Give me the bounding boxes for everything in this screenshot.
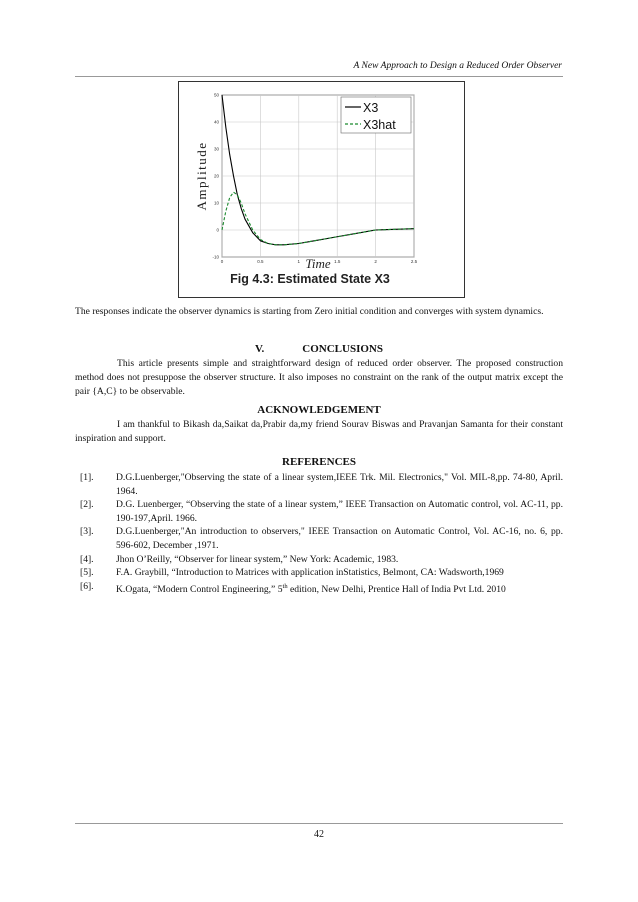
response-paragraph: The responses indicate the observer dynamics is starting from Zero initial condition and converges with system dynamics. <box>75 306 544 317</box>
reference-number: [1]. <box>80 472 94 483</box>
superscript: th <box>282 582 288 590</box>
footer-rule <box>75 823 563 824</box>
reference-text <box>116 580 563 597</box>
reference-text: D.G.Luenberger,"Observing the state of a linear system,IEEE Trk. Mil. Electronics," Vol. MIL-8,pp. 74-80, April. 1964. <box>116 472 563 497</box>
conclusions-title: CONCLUSIONS <box>302 343 383 355</box>
reference-item <box>80 525 563 552</box>
x-tick-label: 2.5 <box>410 259 418 264</box>
x-axis-label: Time <box>305 256 331 271</box>
acknowledgement-paragraph: I am thankful to Bikash da,Saikat da,Prabir da,my friend Sourav Biswas and Pravanjan Samanta for their constant inspiration and support. <box>75 419 563 444</box>
y-tick-label: 0 <box>216 227 219 233</box>
references-list <box>80 471 563 597</box>
legend <box>341 97 411 133</box>
running-header: A New Approach to Design a Reduced Order Observer <box>353 61 562 71</box>
reference-item <box>80 498 563 525</box>
reference-number: [5]. <box>80 567 94 579</box>
y-tick-label: -10 <box>212 254 219 260</box>
x-tick-label: 0 <box>220 259 224 264</box>
references-heading: REFERENCES <box>282 456 356 468</box>
reference-number: [4]. <box>80 553 94 565</box>
page-number: 42 <box>314 829 324 840</box>
reference-item <box>80 566 563 580</box>
legend-label-x3hat: X3hat <box>363 118 396 132</box>
reference-text: D.G. Luenberger, “Observing the state of a linear system,” IEEE Transaction on Automatic control, vol. AC-11, pp. 190-197,April. 1966. <box>116 499 563 524</box>
reference-text-part: K.Ogata, “Modern Control Engineering,” 5 <box>116 583 283 595</box>
reference-text: D.G.Luenberger,"An introduction to observers," IEEE Transaction on Automatic Control, Vol. AC-16, no. 6, pp. 596-602, December ,1971. <box>116 526 563 551</box>
y-tick-label: 50 <box>213 92 219 98</box>
reference-text: F.A. Graybill, “Introduction to Matrices with application inStatistics, Belmont, CA: Wadsworth,1969 <box>116 567 504 579</box>
line-chart <box>179 82 464 297</box>
reference-item <box>80 471 563 498</box>
y-tick-label: 10 <box>213 200 219 206</box>
reference-number: [3]. <box>80 526 94 538</box>
x-tick-label: 1 <box>297 259 301 264</box>
reference-item <box>80 580 563 597</box>
y-tick-label: 30 <box>213 146 219 152</box>
y-axis-label: Amplitude <box>194 141 209 211</box>
x-tick-label: 2 <box>374 259 377 264</box>
reference-text-part: edition, New Delhi, Prentice Hall of India Pvt Ltd. 2010 <box>287 583 506 595</box>
reference-item <box>80 553 563 567</box>
conclusions-heading <box>75 343 563 355</box>
header-rule <box>75 76 563 77</box>
reference-number: [6]. <box>80 580 94 592</box>
conclusions-paragraph: This article presents simple and straightforward design of reduced order observer. The proposed construction method does not presuppose the observer structure. It also imposes no constraint on the rank of the output matrix except the pair {A,C} to be observable. <box>75 358 563 397</box>
x-tick-label: 0.5 <box>257 259 264 264</box>
y-tick-label: 20 <box>213 173 219 179</box>
reference-text: Jhon O’Reilly, “Observer for linear system,” New York: Academic, 1983. <box>116 553 399 565</box>
x-tick-label: 1.5 <box>334 259 341 264</box>
legend-label-x3: X3 <box>363 101 379 115</box>
figure-caption: Fig 4.3: Estimated State X3 <box>230 272 390 286</box>
figure-frame <box>178 81 465 298</box>
reference-number: [2]. <box>80 499 94 511</box>
conclusions-number: V. <box>255 343 265 355</box>
y-tick-label: 40 <box>213 119 219 125</box>
acknowledgement-heading: ACKNOWLEDGEMENT <box>257 404 381 416</box>
